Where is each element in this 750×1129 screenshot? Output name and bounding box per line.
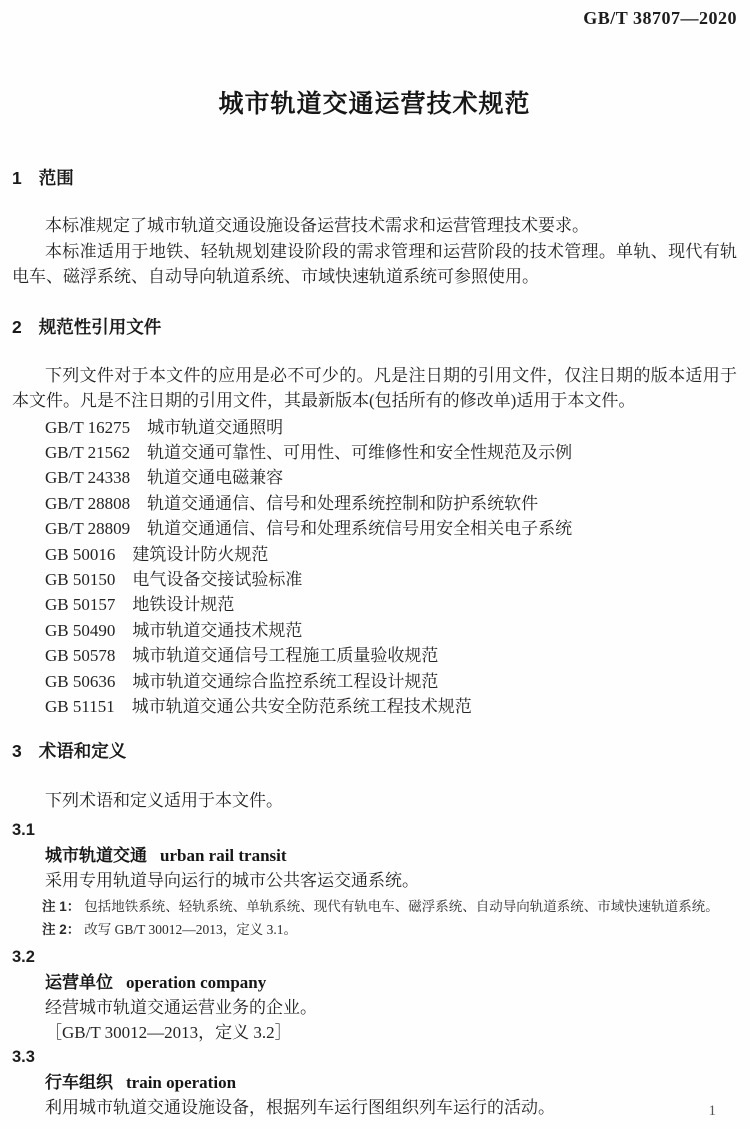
reference-code: GB/T 28808 [45,493,131,513]
reference-code: GB/T 28809 [45,519,131,539]
reference-code: GB 50016 [45,544,116,564]
reference-title: 城市轨道交通信号工程施工质量验收规范 [132,646,439,666]
reference-title: 电气设备交接试验标准 [132,569,303,589]
term-source-citation: ［GB/T 30012—2013，定义 3.2］ [45,1022,292,1042]
references-intro: 下列文件对于本文件的应用是必不可少的。凡是注日期的引用文件，仅注日期的版本适用于本文件。凡是不注日期的引用文件，其最新版本(包括所有的修改单)适用于本文件。 [12,365,737,410]
terms-intro: 下列术语和定义适用于本文件。 [45,791,283,811]
note-label: 注 2： [42,921,81,937]
term-en: urban rail transit [160,845,287,865]
section-3-title: 术语和定义 [38,741,127,762]
normative-references-list [12,415,737,720]
scope-paragraph-2: 本标准适用于地铁、轻轨规划建设阶段的需求管理和运营阶段的技术管理。单轨、现代有轨电车、磁浮系统、自动导向轨道系统、市域快速轨道系统可参照使用。 [12,241,737,286]
standard-code: GB/T 38707—2020 [583,8,737,28]
document-title: 城市轨道交通运营技术规范 [218,90,531,118]
clause-number-3-2: 3.2 [12,947,35,966]
reference-title: 建筑设计防火规范 [132,544,269,564]
reference-item [12,516,737,541]
reference-item [12,465,737,490]
term-3-3 [12,1070,737,1095]
reference-item [12,440,737,465]
reference-code: GB/T 24338 [45,468,131,488]
term-zh: 城市轨道交通 [45,845,147,865]
reference-code: GB 50150 [45,569,116,589]
reference-title: 轨道交通通信、信号和处理系统信号用安全相关电子系统 [147,519,573,539]
term-zh: 运营单位 [45,972,113,992]
reference-code: GB 51151 [45,696,115,716]
reference-item [12,669,737,694]
reference-code: GB 50490 [45,620,116,640]
section-3-heading [12,739,737,764]
term-3-2 [12,970,737,995]
reference-item [12,643,737,668]
section-2-number: 2 [12,316,22,337]
section-2-heading [12,315,737,340]
reference-item [12,415,737,440]
reference-code: GB/T 16275 [45,417,131,437]
reference-code: GB/T 21562 [45,442,131,462]
reference-code: GB 50636 [45,671,116,691]
term-definition: 采用专用轨道导向运行的城市公共客运交通系统。 [45,870,419,890]
reference-item [12,542,737,567]
section-1-heading [12,166,737,191]
reference-title: 城市轨道交通技术规范 [132,620,303,640]
reference-code: GB 50578 [45,646,116,666]
note-text: 改写 GB/T 30012—2013，定义 3.1。 [84,921,298,937]
clause-number-3-3: 3.3 [12,1047,35,1066]
reference-title: 城市轨道交通综合监控系统工程设计规范 [132,671,439,691]
section-2-title: 规范性引用文件 [38,316,162,337]
reference-title: 城市轨道交通公共安全防范系统工程技术规范 [131,696,472,716]
reference-item [12,592,737,617]
section-1-title: 范围 [38,168,74,188]
term-definition: 利用城市轨道交通设施设备，根据列车运行图组织列车运行的活动。 [45,1097,555,1117]
term-notes [12,895,737,941]
reference-code: GB 50157 [45,595,116,615]
reference-title: 地铁设计规范 [132,595,235,615]
term-note-1 [12,895,737,918]
page-number: 1 [708,1103,716,1119]
term-en: operation company [126,972,267,992]
clause-number-3-1: 3.1 [12,820,35,839]
reference-item [12,694,737,719]
section-3-number: 3 [12,741,22,762]
reference-title: 轨道交通电磁兼容 [147,468,284,488]
term-note-2 [12,918,737,941]
note-label: 注 1： [42,898,81,914]
term-zh: 行车组织 [45,1072,113,1092]
note-text: 包括地铁系统、轻轨系统、单轨系统、现代有轨电车、磁浮系统、自动导向轨道系统、市域快速轨道系统。 [84,898,719,914]
reference-item [12,618,737,643]
reference-title: 轨道交通通信、信号和处理系统控制和防护系统软件 [147,493,539,513]
term-en: train operation [126,1072,237,1092]
reference-title: 轨道交通可靠性、可用性、可维修性和安全性规范及示例 [147,442,573,462]
section-1-number: 1 [12,168,22,188]
term-3-1 [12,843,737,868]
scope-paragraph-1: 本标准规定了城市轨道交通设施设备运营技术需求和运营管理技术要求。 [45,216,589,235]
reference-item [12,567,737,592]
term-definition: 经营城市轨道交通运营业务的企业。 [45,997,317,1017]
reference-title: 城市轨道交通照明 [147,417,284,437]
reference-item [12,491,737,516]
